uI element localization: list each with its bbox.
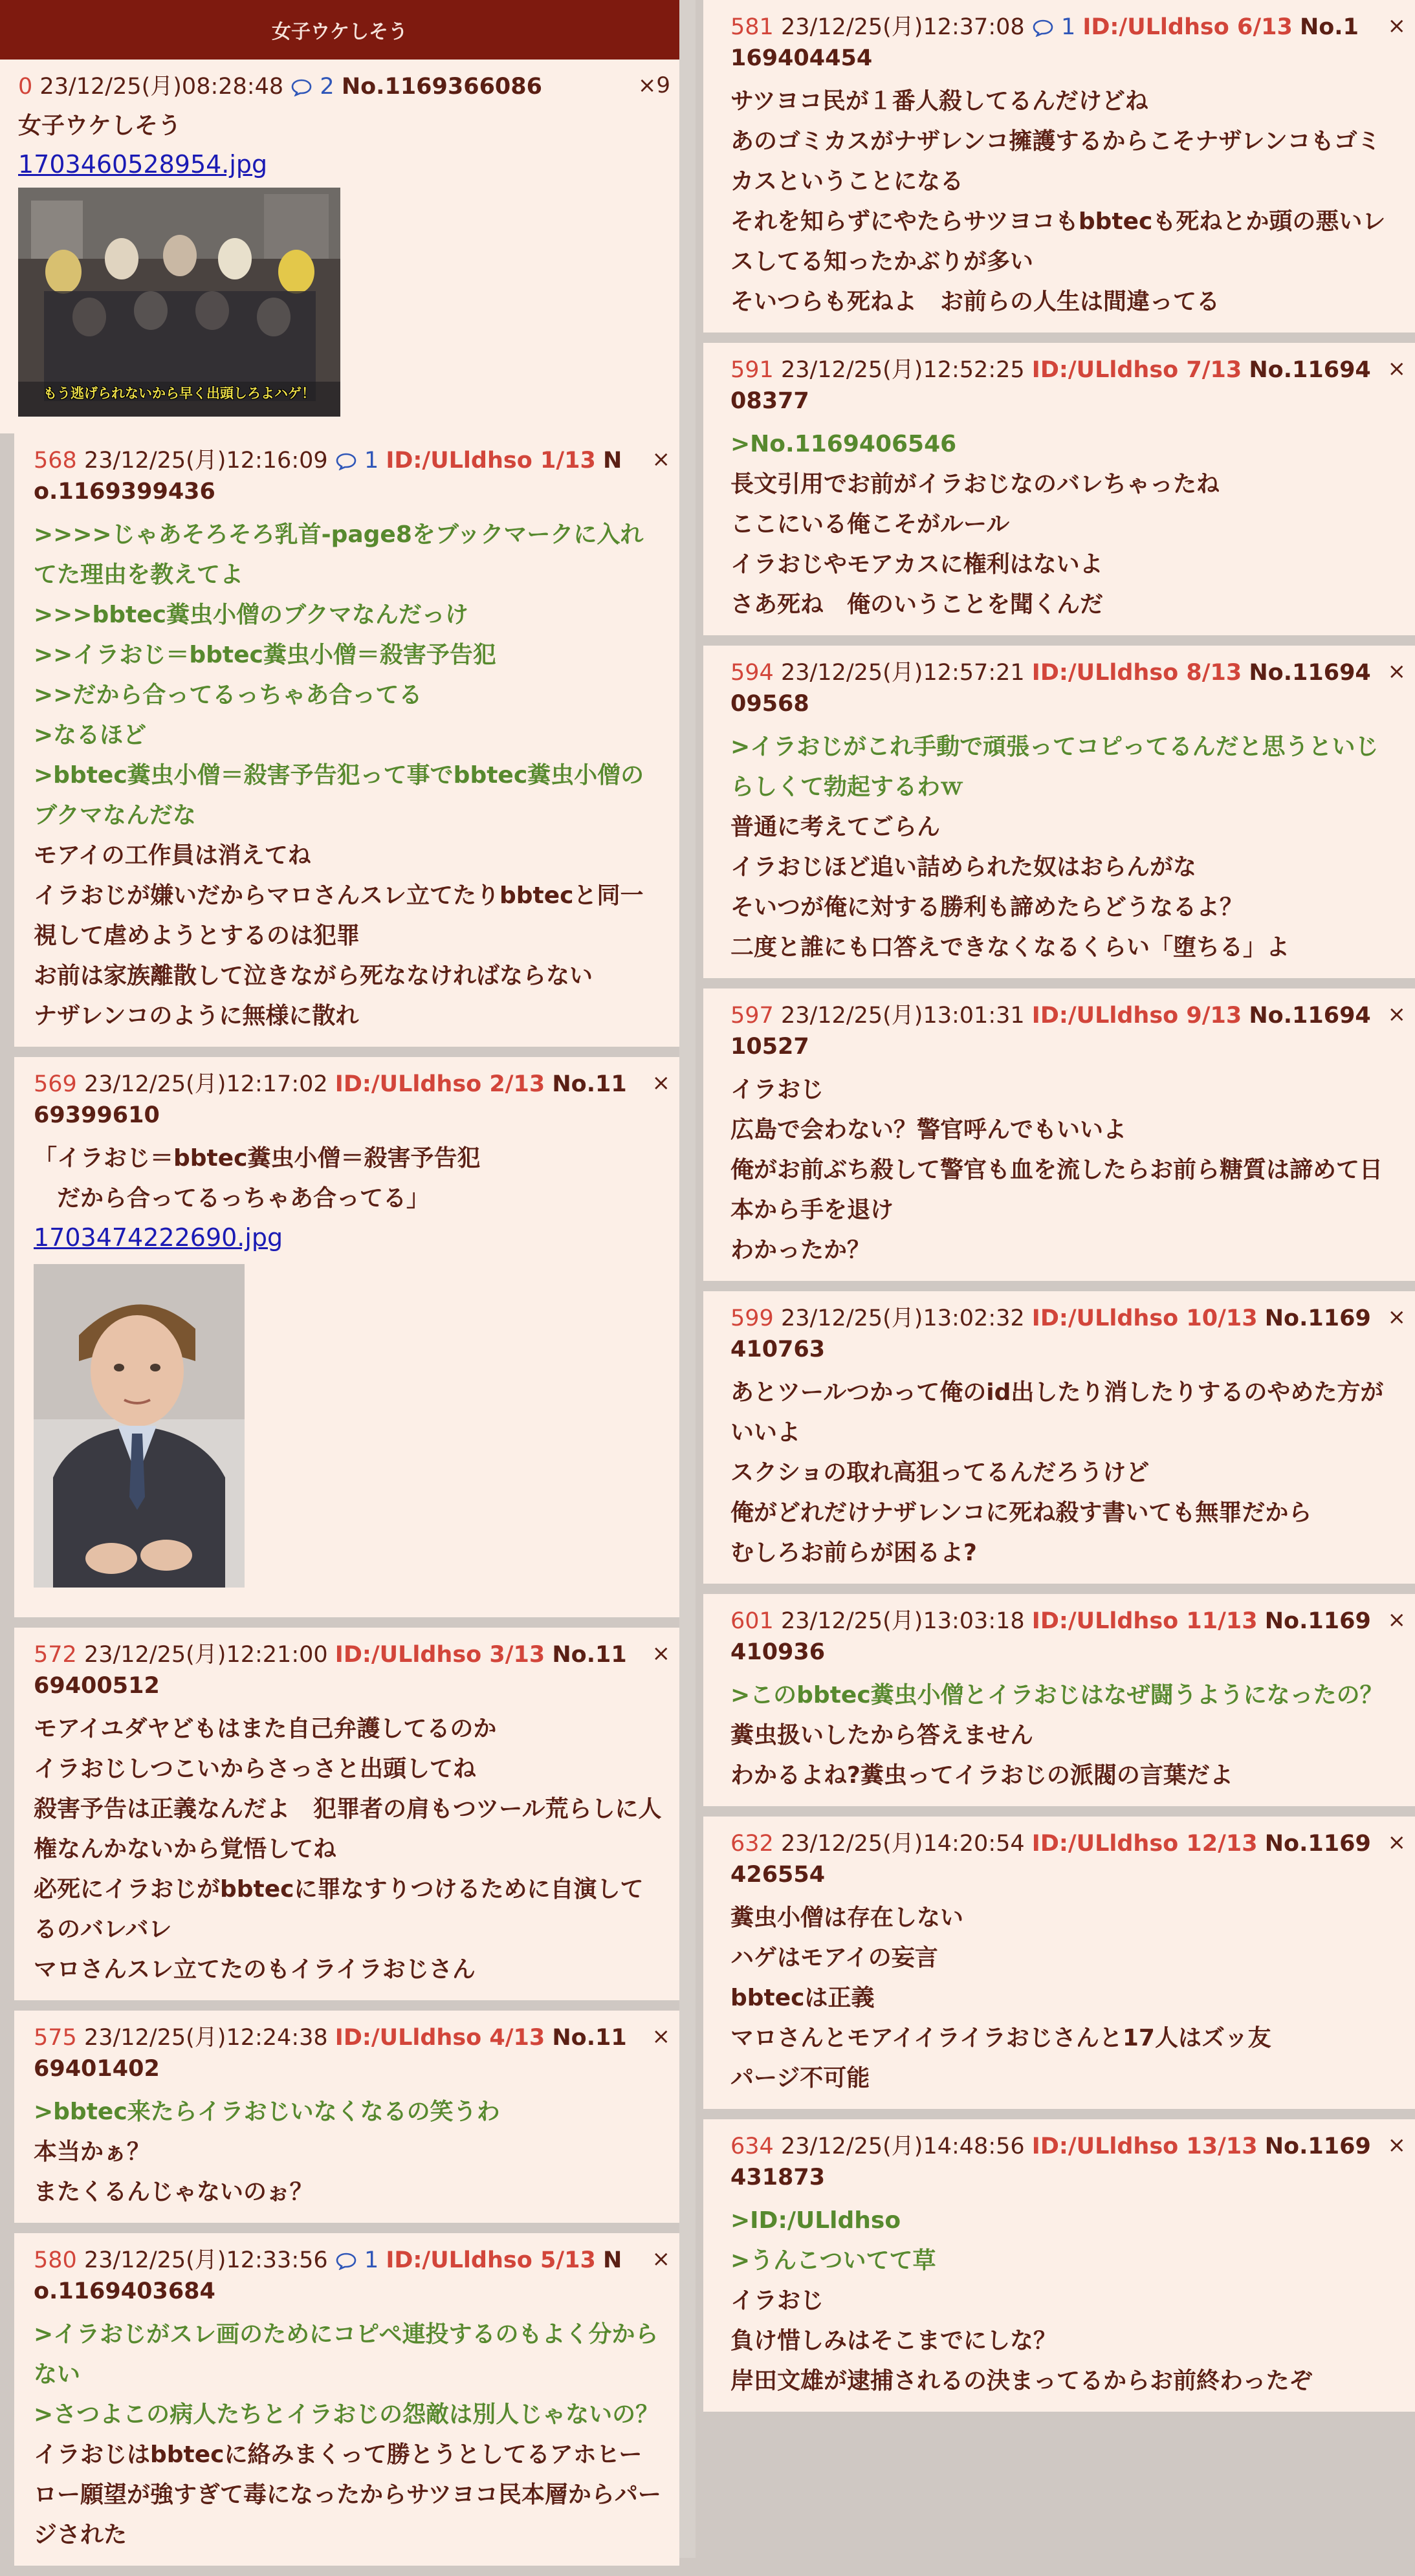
post-580	[14, 2233, 679, 2566]
post-date: 23/12/25(月)12:37:08	[780, 14, 1025, 40]
post-date: 23/12/25(月)13:01:31	[780, 1003, 1025, 1029]
post-line: 本当かぁ？	[34, 2139, 151, 2165]
post-body	[730, 82, 1399, 322]
poster-id[interactable]: ID:/ULldhso 7/13	[1031, 357, 1242, 383]
post-number: 569	[34, 1071, 77, 1097]
attachment-link[interactable]: 1703460528954.jpg	[18, 150, 268, 179]
post-line: 広島で会わない？警官呼んでもいいよ	[730, 1117, 1127, 1143]
post-no[interactable]: No.1169410763	[730, 1305, 1371, 1362]
poster-id[interactable]: ID:/ULldhso 9/13	[1031, 1003, 1242, 1029]
post-line: イラおじほど追い詰められた奴はおらんがな	[730, 854, 1197, 880]
post-number: 634	[730, 2134, 774, 2159]
close-icon[interactable]: ×	[1387, 2132, 1406, 2158]
post-line: 殺害予告は正義なんだよ 犯罪者の肩もつツール荒らしに人権なんかないから覚悟してね	[34, 1796, 662, 1862]
post-line: サツヨコ民が１番人殺してるんだけどね	[730, 88, 1148, 115]
post-number: 572	[34, 1642, 77, 1668]
post-line: わかったか？	[730, 1237, 871, 1263]
post-line: 糞虫扱いしたから答えません	[730, 1722, 1034, 1749]
post-number: 581	[730, 14, 774, 40]
post-header	[34, 1069, 664, 1131]
quote-line: >>>>じゃあそろそろ乳首-page8をブックマークに入れてた理由を教えてよ	[34, 521, 644, 588]
close-icon[interactable]: ×	[1387, 13, 1406, 39]
quote-line: >イラおじがこれ手動で頑張ってコピってるんだと思うといじらしくて勃起するわｗ	[730, 734, 1379, 800]
post-line: 岸田文雄が逮捕されるの決まってるからお前終わったぞ	[730, 2368, 1313, 2394]
post-line: イラおじしつこいからさっさと出頭してね	[34, 1756, 477, 1782]
post-number: 632	[730, 1831, 774, 1857]
post-line: 負け惜しみはそこまでにしな？	[730, 2328, 1057, 2354]
post-line: イラおじやモアカスに権利はないよ	[730, 551, 1103, 578]
post-line: スクショの取れ高狙ってるんだろうけど	[730, 1459, 1150, 1486]
quote-line: >>>bbtec糞虫小僧のブクマなんだっけ	[34, 602, 468, 628]
post-date: 23/12/25(月)12:21:00	[83, 1642, 328, 1668]
poster-id[interactable]: ID:/ULldhso 3/13	[335, 1642, 545, 1668]
reply-bubble-icon[interactable]	[1032, 14, 1061, 40]
quote-line: >>イラおじ＝bbtec糞虫小僧＝殺害予告犯	[34, 642, 496, 668]
close-icon[interactable]: ×	[1387, 1001, 1406, 1027]
quote-line: >>だから合ってるっちゃあ合ってる	[34, 682, 422, 708]
quote-line: >No.1169406546	[730, 431, 957, 457]
post-line: マロさんとモアイイライラおじさんと17人はズッ友	[730, 2025, 1271, 2051]
post-no[interactable]: No.1169408377	[730, 357, 1371, 414]
post-no[interactable]: No.1169410527	[730, 1003, 1371, 1060]
post-634	[703, 2119, 1415, 2412]
post-581	[703, 0, 1415, 333]
post-594	[703, 646, 1415, 978]
quote-line: >うんこついてて草	[730, 2247, 936, 2274]
poster-id[interactable]: ID:/ULldhso 6/13	[1082, 14, 1293, 40]
poster-id[interactable]: ID:/ULldhso 8/13	[1031, 660, 1242, 686]
post-header	[34, 1639, 664, 1701]
post-line: 二度と誰にも口答えできなくなるくらい「堕ちる」よ	[730, 934, 1290, 961]
post-header	[18, 71, 664, 102]
reply-count[interactable]: 1	[364, 2247, 379, 2273]
post-body	[34, 1139, 664, 1600]
post-line: 「イラおじ＝bbtec糞虫小僧＝殺害予告犯	[34, 1145, 481, 1172]
post-line: そいつらも死ねよ お前らの人生は間違ってる	[730, 289, 1220, 315]
post-572	[14, 1628, 679, 2000]
post-632	[703, 1817, 1415, 2109]
post-597	[703, 988, 1415, 1281]
post-no[interactable]: No.1169431873	[730, 2134, 1371, 2190]
post-header	[34, 445, 664, 507]
right-column	[696, 0, 1415, 2422]
post-line: あのゴミカスがナザレンコ擁護するからこそナザレンコもゴミカスということになる	[730, 128, 1381, 195]
post-date: 23/12/25(月)12:16:09	[83, 448, 328, 474]
post-number: 0	[18, 74, 33, 100]
post-no[interactable]: No.1169409568	[730, 660, 1371, 717]
poster-id[interactable]: ID:/ULldhso 12/13	[1031, 1831, 1258, 1857]
post-no[interactable]: No.1169400512	[34, 1642, 627, 1699]
close-icon[interactable]: ×	[652, 446, 670, 472]
post-line: モアイの工作員は消えてね	[34, 842, 311, 869]
poster-id[interactable]: ID:/ULldhso 4/13	[335, 2025, 545, 2051]
post-599	[703, 1291, 1415, 1584]
post-body	[34, 1709, 664, 1990]
poster-id[interactable]: ID:/ULldhso 13/13	[1031, 2134, 1258, 2159]
reply-bubble-icon[interactable]	[335, 2247, 364, 2273]
post-line: さあ死ね 俺のいうことを聞くんだ	[730, 591, 1104, 618]
reply-bubble-icon[interactable]	[291, 74, 320, 100]
post-601	[703, 1594, 1415, 1806]
post-date: 23/12/25(月)12:57:21	[780, 660, 1025, 686]
post-line: 俺がお前ぶち殺して警官も血を流したらお前ら糖質は諦めて日本から手を退け	[730, 1157, 1383, 1223]
attachment-link[interactable]: 1703474222690.jpg	[34, 1223, 283, 1252]
poster-id[interactable]: ID:/ULldhso 2/13	[335, 1071, 545, 1097]
post-date: 23/12/25(月)13:02:32	[780, 1305, 1025, 1331]
post-header	[730, 1000, 1399, 1062]
quote-line: >ID:/ULldhso	[730, 2207, 901, 2234]
op-thumbnail[interactable]	[18, 188, 340, 417]
post-number: 591	[730, 357, 774, 383]
reply-count[interactable]: 1	[364, 448, 379, 474]
post-no[interactable]: No.1169410936	[730, 1608, 1371, 1665]
post-body	[730, 1675, 1399, 1796]
post-body	[730, 727, 1399, 968]
post-header	[730, 2131, 1399, 2193]
post-number: 599	[730, 1305, 774, 1331]
reply-bubble-icon[interactable]	[335, 448, 364, 474]
post-body	[730, 1070, 1399, 1271]
post-line: モアイユダヤどもはまた自己弁護してるのか	[34, 1716, 497, 1742]
post-date: 23/12/25(月)12:24:38	[83, 2025, 328, 2051]
post-line: またくるんじゃないのぉ？	[34, 2179, 313, 2205]
post-header	[730, 12, 1399, 74]
close-icon[interactable]: ×	[652, 2024, 670, 2049]
post-date: 23/12/25(月)13:03:18	[780, 1608, 1025, 1634]
post-line: だから合ってるっちゃあ合ってる」	[34, 1185, 430, 1212]
close-icon[interactable]: ×	[1387, 1304, 1406, 1330]
post-line: イラおじはbbtecに絡みまくって勝とうとしてるアホヒーロー願望が強すぎて毒になったからサツヨコ民本層からパージされた	[34, 2441, 661, 2548]
post-line: そいつが俺に対する勝利も諦めたらどうなるよ？	[730, 894, 1244, 921]
post-line: イラおじ	[730, 1076, 824, 1103]
post-number: 594	[730, 660, 774, 686]
post-date: 23/12/25(月)12:17:02	[83, 1071, 328, 1097]
close-icon[interactable]: ×	[1387, 659, 1406, 684]
poster-id[interactable]: ID:/ULldhso 1/13	[386, 448, 596, 474]
post-line: 普通に考えてごらん	[730, 814, 941, 840]
post-no[interactable]: No.1169426554	[730, 1831, 1371, 1888]
close-icon[interactable]: ×	[652, 1070, 670, 1096]
post-body	[730, 1373, 1399, 1573]
post-header	[730, 355, 1399, 417]
post-line: わかるよね?糞虫ってイラおじの派閥の言葉だよ	[730, 1762, 1233, 1789]
post-body	[34, 515, 664, 1036]
quote-line: >このbbtec糞虫小僧とイラおじはなぜ闘うようになったの？	[730, 1682, 1383, 1708]
post-no[interactable]: No.1169404454	[730, 14, 1359, 71]
close-icon[interactable]: ×	[652, 1641, 670, 1666]
quote-line: >なるほど	[34, 722, 147, 748]
post-line: ナザレンコのように無様に散れ	[34, 1003, 359, 1029]
close-icon[interactable]: ×	[652, 2246, 670, 2272]
op-post	[0, 60, 679, 433]
thumbnail-caption: もう逃げられないから早く出頭しろよハゲ！	[43, 386, 315, 401]
post-line: 必死にイラおじがbbtecに罪なすりつけるために自演してるのバレバレ	[34, 1876, 644, 1943]
post-line: 俺がどれだけナザレンコに死ね殺す書いても無罪だから	[730, 1500, 1312, 1526]
post-header	[34, 2022, 664, 2084]
post-no[interactable]: No.1169366086	[341, 74, 542, 100]
reply-count[interactable]: 1	[1060, 14, 1076, 40]
close-icon[interactable]: ×9	[637, 72, 670, 98]
reply-count[interactable]: 2	[320, 74, 335, 100]
post-header	[34, 2245, 664, 2307]
quote-line: >イラおじがスレ画のためにコピペ連投するのもよく分からない	[34, 2321, 659, 2388]
close-icon[interactable]: ×	[1387, 1829, 1406, 1855]
post-line: 長文引用でお前がイラおじなのバレちゃったね	[730, 471, 1220, 497]
post-line: イラおじが嫌いだからマロさんスレ立てたりbbtecと同一視して虐めようとするのは犯罪	[34, 882, 644, 949]
left-column	[0, 0, 679, 2576]
post-no[interactable]: No.1169403684	[34, 2247, 622, 2304]
post-date: 23/12/25(月)12:33:56	[83, 2247, 328, 2273]
post-line: あとツールつかって俺のid出したり消したりするのやめた方がいいよ	[730, 1379, 1384, 1446]
thread-title-bar	[0, 0, 679, 60]
post-569	[14, 1057, 679, 1617]
post-575	[14, 2011, 679, 2223]
post-date: 23/12/25(月)08:28:48	[39, 74, 284, 100]
attachment-thumbnail[interactable]	[34, 1264, 664, 1600]
column-divider	[679, 0, 696, 2558]
quote-line: >bbtec糞虫小僧＝殺害予告犯って事でbbtec糞虫小僧のブクマなんだな	[34, 762, 644, 829]
close-icon[interactable]: ×	[1387, 1607, 1406, 1633]
post-line: イラおじ	[730, 2287, 824, 2314]
post-body	[730, 2201, 1399, 2401]
post-date: 23/12/25(月)12:52:25	[780, 357, 1025, 383]
thread-title: 女子ウケしそう	[272, 21, 408, 43]
post-header	[730, 657, 1399, 719]
poster-id[interactable]: ID:/ULldhso 10/13	[1031, 1305, 1258, 1331]
post-body	[34, 2092, 664, 2212]
poster-id[interactable]: ID:/ULldhso 11/13	[1031, 1608, 1258, 1634]
post-body	[34, 2315, 664, 2555]
post-number: 575	[34, 2025, 77, 2051]
quote-line: >さつよこの病人たちとイラおじの怨敵は別人じゃないの？	[34, 2401, 659, 2428]
post-header	[730, 1606, 1399, 1668]
post-body	[730, 1898, 1399, 2099]
post-no[interactable]: No.1169401402	[34, 2025, 627, 2082]
poster-id[interactable]: ID:/ULldhso 5/13	[386, 2247, 596, 2273]
right-post-list	[696, 0, 1415, 2412]
close-icon[interactable]: ×	[1387, 356, 1406, 382]
post-line: マロさんスレ立てたのもイライラおじさん	[34, 1956, 476, 1983]
post-line: それを知らずにやたらサツヨコもbbtecも死ねとか頭の悪いレスしてる知ったかぶりが多い	[730, 208, 1386, 275]
post-line: bbtecは正義	[730, 1985, 875, 2011]
post-591	[703, 343, 1415, 635]
post-no[interactable]: No.1169399610	[34, 1071, 627, 1128]
post-number: 601	[730, 1608, 774, 1634]
post-568	[14, 433, 679, 1047]
post-line: むしろお前らが困るよ?	[730, 1540, 977, 1566]
post-body	[18, 106, 664, 146]
post-line: 糞虫小僧は存在しない	[730, 1905, 964, 1931]
post-header	[730, 1828, 1399, 1890]
post-line: ここにいる俺こそがルール	[730, 511, 1010, 538]
post-number: 597	[730, 1003, 774, 1029]
post-line: 女子ウケしそう	[18, 113, 182, 139]
post-line: ハゲはモアイの妄言	[730, 1945, 938, 1971]
post-header	[730, 1303, 1399, 1365]
post-number: 568	[34, 448, 77, 474]
post-body	[730, 424, 1399, 625]
post-line: お前は家族離散して泣きながら死ななければならない	[34, 963, 593, 989]
post-number: 580	[34, 2247, 77, 2273]
post-line: パージ不可能	[730, 2065, 870, 2091]
post-date: 23/12/25(月)14:48:56	[780, 2134, 1025, 2159]
quote-line: >bbtec来たらイラおじいなくなるの笑うわ	[34, 2099, 500, 2125]
post-date: 23/12/25(月)14:20:54	[780, 1831, 1025, 1857]
left-post-list	[0, 433, 679, 2566]
post-no[interactable]: No.1169399436	[34, 448, 622, 505]
